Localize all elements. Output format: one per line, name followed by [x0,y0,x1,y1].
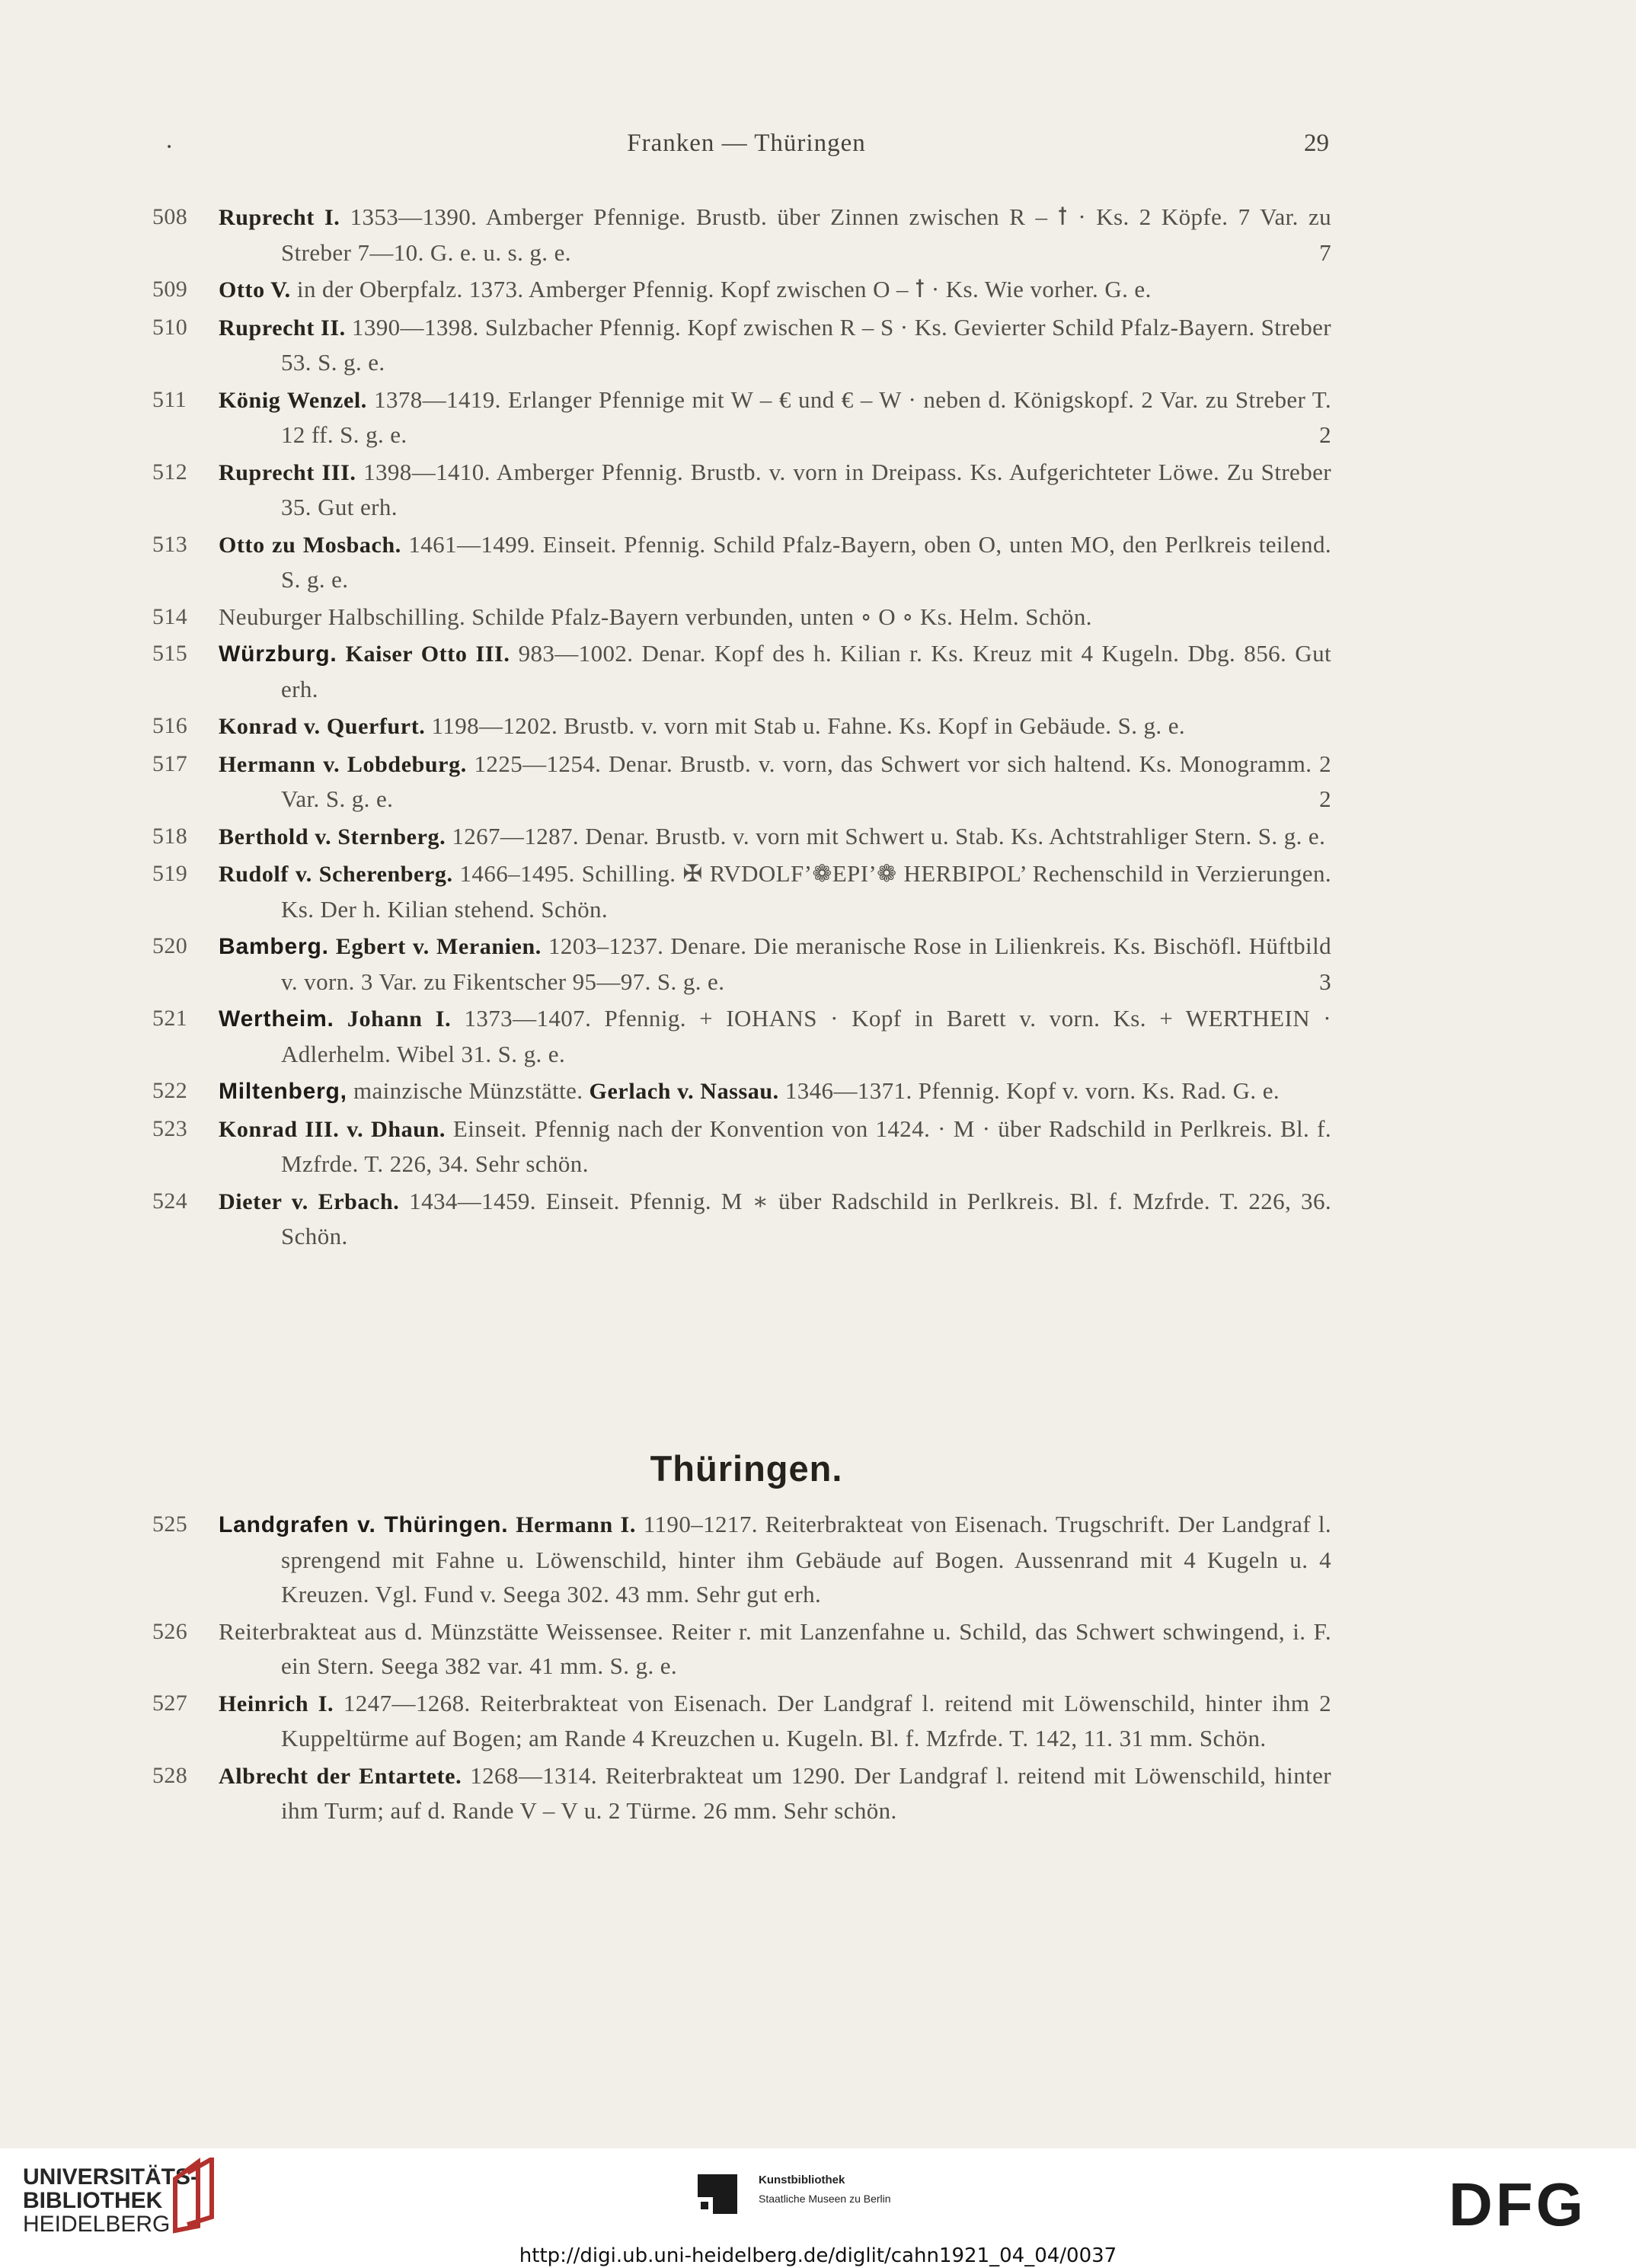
city-heading: Wertheim. [219,1006,334,1032]
entry-text: 1203–1237. Denare. Die meranische Rose in Lilienkreis. Ks. Bischöfl. Hüftbild v. vorn. 3 Var. zu Fikentscher 95—97. S. g. e. [281,932,1331,995]
entry-count: 2 [1319,785,1331,812]
entry-number: 508 [152,204,188,229]
catalog-entry [152,819,1331,855]
dfg-logo: DFG [1449,2170,1586,2238]
kunstbibliothek-logo-icon [698,2174,743,2217]
permalink-url[interactable]: http://digi.ub.uni-heidelberg.de/diglit/cahn1921_04_04/0037 [519,2244,1117,2267]
catalog-entry [152,1184,1331,1254]
kb-label-line2: Staatliche Museen zu Berlin [759,2193,891,2205]
entry-heading: Dieter v. Erbach. [219,1188,400,1214]
entry-text: 1378—1419. Erlanger Pfennige mit W – € und € – W · neben d. Königskopf. 2 Var. zu Streber T. 12 ff. S. g. e. [281,385,1331,448]
catalog-entry [152,455,1331,525]
city-heading: Bamberg. [219,934,329,959]
entry-heading: Egbert v. Meranien. [328,934,542,959]
entry-text: Neuburger Halbschilling. Schilde Pfalz-Bayern verbunden, unten ∘ O ∘ Ks. Helm. Schön. [219,603,1092,630]
entry-text: 1225—1254. Denar. Brustb. v. vorn, das Schwert vor sich haltend. Ks. Monogramm. 2 Var. S. g. e. [281,750,1331,812]
uni-label-line3: HEIDELBERG [23,2212,171,2237]
entry-text: 1398—1410. Amberger Pfennig. Brustb. v. vorn in Dreipass. Ks. Aufgerichteter Löwe. Zu Streber 35. Gut erh. [281,458,1331,520]
catalog-entry [152,636,1331,706]
catalog-entry [152,856,1331,926]
entry-number: 515 [152,641,188,666]
catalog-entry [152,1507,1331,1612]
ub-heidelberg-logo-icon [165,2158,225,2234]
entry-number: 523 [152,1115,188,1141]
catalog-entries-franken [152,200,1331,1256]
catalog-entry [152,1614,1331,1684]
entry-text: 1390—1398. Sulzbacher Pfennig. Kopf zwischen R – S · Ks. Gevierter Schild Pfalz-Bayern. Streber 53. S. g. e. [281,313,1331,376]
entry-heading: Konrad v. Querfurt. [219,714,426,739]
catalog-entry [152,1758,1331,1828]
entry-text: in der Oberpfalz. 1373. Amberger Pfennig. Kopf zwischen O – ꝉ · Ks. Wie vorher. G. e. [290,276,1152,302]
entry-heading: Ruprecht II. [219,315,346,341]
entry-number: 524 [152,1188,188,1214]
catalog-entry [152,1001,1331,1071]
uni-label-line2: BIBLIOTHEK [23,2188,163,2213]
entry-number: 527 [152,1690,188,1716]
page-title: Franken — Thüringen [627,130,866,157]
entry-text: 1461—1499. Einseit. Pfennig. Schild Pfalz-Bayern, oben O, unten MO, den Perlkreis teilend. S. g. e. [281,530,1332,593]
entry-heading: Konrad III. v. Dhaun. [219,1116,446,1142]
entry-number: 517 [152,750,188,776]
catalog-entry [152,310,1331,380]
entry-text: 1466–1495. Schilling. ✠ RVDOLF’❁EPI’❁ HERBIPOL’ Rechenschild in Verzierungen. Ks. Der h. Kilian stehend. Schön. [281,860,1331,923]
entry-heading: Kaiser Otto III. [337,641,510,667]
entry-text: 1373—1407. Pfennig. + IOHANS · Kopf in Barett v. vorn. Ks. + WERTHEIN · Adlerhelm. Wibel 31. S. g. e. [281,1005,1331,1067]
entry-text: 983—1002. Denar. Kopf des h. Kilian r. Ks. Kreuz mit 4 Kugeln. Dbg. 856. Gut erh. [281,640,1331,702]
city-heading: Landgrafen v. Thüringen. [219,1512,509,1537]
entry-text: 1198—1202. Brustb. v. vorn mit Stab u. Fahne. Ks. Kopf in Gebäude. S. g. e. [425,712,1186,739]
catalog-entry [152,1686,1331,1756]
catalog-entry [152,929,1331,999]
entry-heading: Johann I. [334,1006,452,1032]
entry-number: 528 [152,1762,188,1788]
entry-heading: Ruprecht III. [219,459,356,485]
entry-heading: König Wenzel. [219,387,367,413]
entry-heading: Hermann I. [508,1512,636,1537]
catalog-entry [152,527,1331,597]
catalog-entry [152,709,1331,744]
catalog-entry [152,200,1331,270]
entry-heading: Otto zu Mosbach. [219,532,401,558]
entry-count: 7 [1319,238,1331,266]
entry-subtext: mainzische Münzstätte. [347,1077,583,1104]
entry-text: 1247—1268. Reiterbrakteat von Eisenach. Der Landgraf l. reitend mit Löwenschild, hinter ihm 2 Kuppeltürme auf Bogen; am Rande 4 Kreuzchen u. Kugeln. Bl. f. Mzfrde. T. 142, 11. 31 mm. Schön. [281,1689,1331,1751]
section-title: Thüringen. [650,1448,843,1489]
entry-heading: Otto V. [219,277,291,302]
catalog-entry [152,747,1331,817]
kunstbibliothek-label [759,2171,891,2208]
entry-text: 1267—1287. Denar. Brustb. v. vorn mit Schwert u. Stab. Ks. Achtstrahliger Stern. S. g. e. [446,822,1326,849]
entry-count: 3 [1319,968,1331,995]
catalog-entry [152,1073,1331,1109]
entry-number: 511 [152,386,187,412]
kb-label-line1: Kunstbibliothek [759,2174,845,2186]
entry-number: 525 [152,1511,188,1537]
catalog-entry [152,382,1331,453]
entry-number: 510 [152,314,188,340]
entry-text: 1190–1217. Reiterbrakteat von Eisenach. Trugschrift. Der Landgraf l. sprengend mit Fahne u. Löwenschild, hinter ihm Gebäude auf Bogen. Aussenrand mit 4 Kugeln u. 4 Kreuzen. Vgl. Fund v. Seega 302. 43 mm. Sehr gut erh. [281,1511,1331,1607]
entry-number: 509 [152,277,188,302]
entry-number: 514 [152,603,188,629]
city-heading: Miltenberg, [219,1079,347,1104]
entry-number: 519 [152,861,188,886]
page-number: 29 [1304,130,1329,157]
entry-text: 1434—1459. Einseit. Pfennig. M ∗ über Radschild in Perlkreis. Bl. f. Mzfrde. T. 226, 36. Schön. [281,1187,1332,1249]
entry-number: 512 [152,459,188,485]
entry-text: Einseit. Pfennig nach der Konvention von 1424. · M · über Radschild in Perlkreis. Bl. f. Mzfrde. T. 226, 34. Sehr schön. [281,1115,1331,1177]
entry-heading: Rudolf v. Scherenberg. [219,862,453,887]
catalog-entries-thueringen [152,1507,1331,1831]
entry-number: 516 [152,713,188,738]
entry-heading: Berthold v. Sternberg. [219,824,446,849]
uni-label-line1: UNIVERSITÄTS- [23,2164,199,2190]
entry-text: 1268—1314. Reiterbrakteat um 1290. Der Landgraf l. reitend mit Löwenschild, hinter ihm Turm; auf d. Rande V – V u. 2 Türme. 26 mm. Sehr schön. [281,1761,1331,1824]
entry-heading: Albrecht der Entartete. [219,1763,462,1789]
entry-heading: Heinrich I. [219,1691,334,1716]
entry-number: 522 [152,1078,188,1103]
digitization-footer [0,2148,1636,2268]
header-dot: . [166,126,173,154]
entry-number: 520 [152,933,188,958]
catalog-entry [152,1112,1331,1182]
entry-heading: Ruprecht I. [219,205,340,230]
catalog-entry [152,272,1331,308]
city-heading: Würzburg. [219,641,337,667]
catalog-entry [152,600,1331,635]
entry-number: 518 [152,823,188,849]
entry-number: 526 [152,1618,188,1644]
entry-text: Reiterbrakteat aus d. Münzstätte Weissensee. Reiter r. mit Lanzenfahne u. Schild, das Schwert schwingend, i. F. ein Stern. Seega 382 var. 41 mm. S. g. e. [219,1617,1331,1679]
entry-count: 2 [1319,421,1331,448]
entry-heading: Gerlach v. Nassau. [583,1079,779,1104]
entry-text: 1353—1390. Amberger Pfennige. Brustb. über Zinnen zwischen R – ꝉ · Ks. 2 Köpfe. 7 Var. zu Streber 7—10. G. e. u. s. g. e. [281,203,1332,266]
entry-number: 521 [152,1006,188,1031]
entry-number: 513 [152,531,188,557]
entry-text: 1346—1371. Pfennig. Kopf v. vorn. Ks. Rad. G. e. [778,1077,1280,1104]
entry-heading: Hermann v. Lobdeburg. [219,751,467,777]
